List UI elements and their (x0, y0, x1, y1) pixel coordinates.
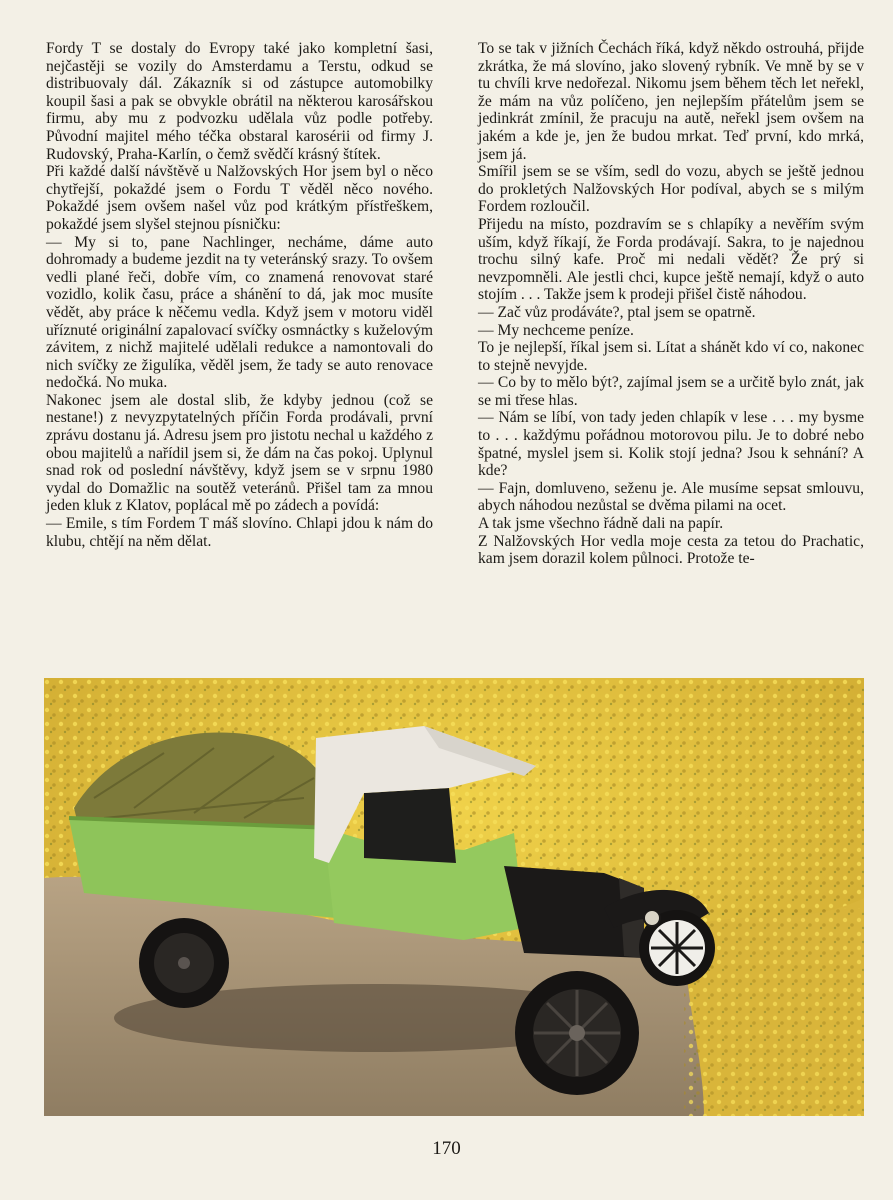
paragraph: Fordy T se dostaly do Evropy také jako kompletní šasi, nejčastěji se vozily do Amsterdamu a Terstu, odkud se distribuovaly dál. Zákazník si od zástupce automobilky koupil šasi a pak se obvykle obrátil na některou karosářskou firmu, aby mu z podvozku udělala vůz podle potřeby. Původní majitel mého téčka obstaral karosérii od firmy J. Rudovský, Praha-Karlín, o čemž svědčí krásný štítek. (46, 40, 433, 163)
front-left-wheel (515, 971, 639, 1095)
cab-door-window (364, 788, 456, 863)
paragraph: Smířil jsem se se vším, sedl do vozu, abych se ještě jednou do prokletých Nalžovských Hor podíval, abych se s milým Fordem rozloučil. (478, 163, 864, 216)
paragraph: — Emile, s tím Fordem T máš slovíno. Chlapi jdou k nám do klubu, chtějí na něm dělat. (46, 515, 433, 550)
truck-illustration (44, 678, 864, 1116)
paragraph: To se tak v jižních Čechách říká, když někdo ostrouhá, přijde zkrátka, že má slovíno, jako slovený rybník. Ve mně by se v tu chvíli krve nedořezal. Nikomu jsem během těch let neřekl, že mám na vůz políčeno, jen nejlepším přátelům jsem se jedinkrát zmínil, že pracuju na autě, neřekl jsem ovšem na jakém a kde je, jen že budou mrkat. Teď první, kdo mrká, jsem já. (478, 40, 864, 163)
left-text-column (46, 40, 433, 550)
page-number: 170 (432, 1138, 461, 1159)
paragraph: Z Nalžovských Hor vedla moje cesta za tetou do Prachatic, kam jsem dorazil kolem půlnoci. Protože te- (478, 532, 864, 568)
headlamp (644, 910, 660, 926)
paragraph: — Co by to mělo být?, zajímal jsem se a určitě bylo znát, jak se mi třese hlas. (478, 374, 864, 409)
paragraph: — My nechceme peníze. (478, 321, 634, 339)
paragraph: — Fajn, domluveno, seženu je. Ale musíme sepsat smlouvu, abych náhodou nezůstal se dvěma pilami na ocet. (478, 479, 864, 515)
paragraph: — Zač vůz prodáváte?, ptal jsem se opatrně. (478, 303, 756, 321)
paragraph: Přijedu na místo, pozdravím se s chlapíky a nevěřím svým uším, když říkají, že Forda prodávají. Sakra, to je najednou trochu silný kafe. Proč mi nedali vědět? Že prý si nevzpomněli. Ale jestli chci, kupce ještě nemají, když o auto stojím . . . Takže jsem k prodeji přišel čistě náhodou. (478, 215, 864, 304)
paragraph: Při každé další návštěvě u Nalžovských Hor jsem byl o něco chytřejší, pokaždé jsem o Fordu T věděl něco nového. Pokaždé jsem ovšem našel vůz pod krátkým přístřeškem, pokaždé jsem slyšel stejnou písničku: (46, 163, 433, 233)
right-text-column (478, 40, 864, 568)
paragraph: A tak jsme všechno řádně dali na papír. (478, 515, 724, 533)
paragraph: Nakonec jsem ale dostal slib, že kdyby jednou (což se nestane!) z nevyzpytatelných příčin Forda prodávali, první zprávu dostanu já. Adresu jsem pro jistotu nechal u každého z obou majitelů a nařídil jsem si, že dám na čas pokoj. Uplynul snad rok od poslední návštěvy, když jsem se v srpnu 1980 vydal do Domažlic na soutěž veteránů. Přišel tam za mnou jeden kluk z Klatov, poplácal mě po zádech a povídá: (46, 391, 433, 515)
paragraph: To je nejlepší, říkal jsem si. Lítat a shánět kdo ví co, nakonec to stejně nevyjde. (478, 339, 864, 374)
truck-photo (44, 678, 864, 1116)
paragraph: — Nám se líbí, von tady jeden chlapík v lese . . . my bysme to . . . každýmu pořádnou motorovou pilu. Je to dobré nebo špatné, myslel jsem si. Kolik stojí jedna? Jsou k sehnání? A kde? (478, 409, 864, 480)
paragraph: — My si to, pane Nachlinger, necháme, dáme auto dohromady a budeme jezdit na ty veteránský srazy. To ovšem vedli plané řeči, dobře vím, co znamená renovovat staré vozidlo, kolik času, práce a shánění to dá, jak moc musíte vědět, aby práce k něčemu vedla. Když jsem v motoru viděl uříznuté originální zapalovací svíčky osmnáctky s kuželovým závitem, z nichž majitelé udělali redukce a namontovali do nich svíčky ze žigulíka, věděl jsem, že tady se auto renovace nedočká. No muka. (46, 233, 433, 392)
rear-wheel (139, 918, 229, 1008)
